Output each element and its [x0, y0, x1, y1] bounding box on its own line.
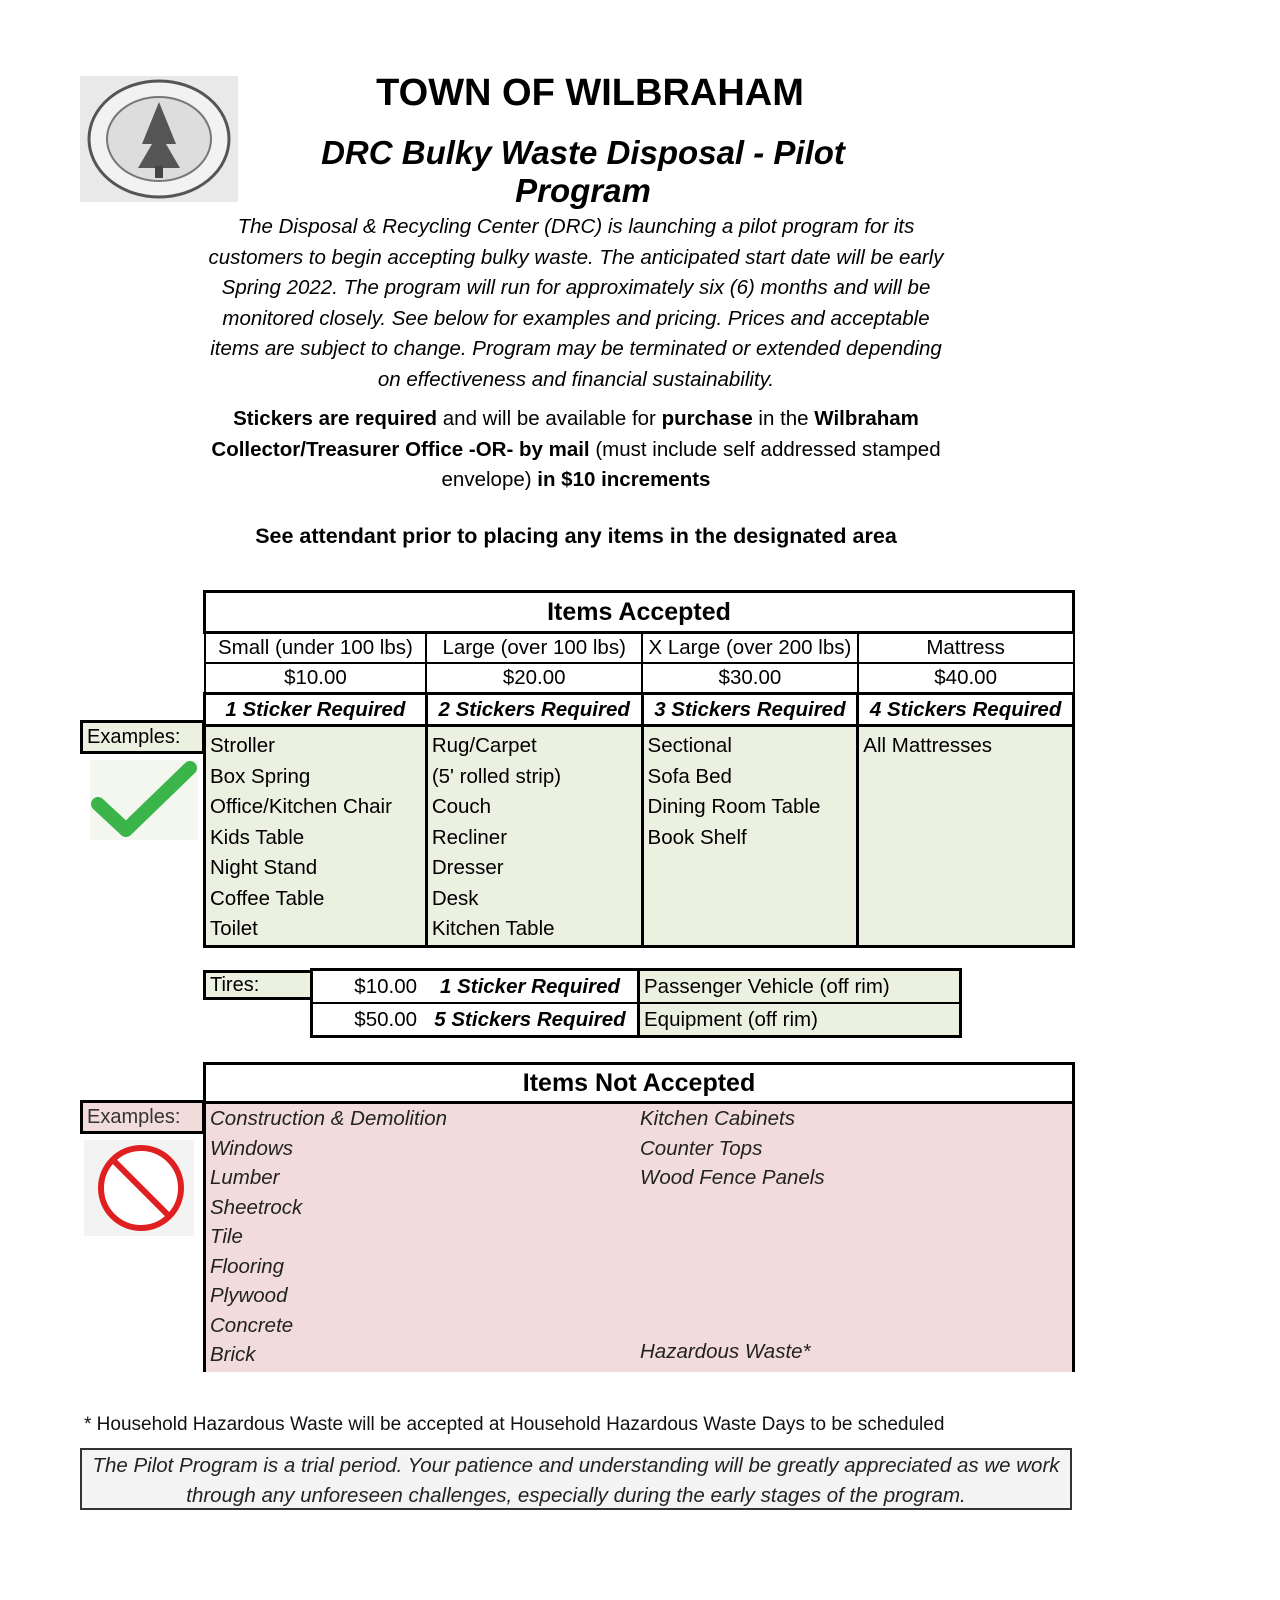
- list-item: Recliner: [431, 825, 508, 849]
- stickers-large: 2 Stickers Required: [426, 694, 642, 726]
- items-accepted-title: Items Accepted: [205, 592, 1074, 633]
- not-accepted-examples: [206, 1104, 1072, 1372]
- tire-stickers: 1 Sticker Required: [439, 974, 620, 998]
- examples-xlarge: [642, 726, 858, 947]
- tires-label: Tires:: [203, 970, 313, 1000]
- list-item: Night Stand: [210, 856, 318, 879]
- list-item: Wood Fence Panels: [640, 1166, 825, 1189]
- list-item: Couch: [431, 795, 492, 818]
- list-item: Dining Room Table: [647, 795, 821, 818]
- stickers-paragraph: [206, 404, 946, 496]
- tire-price: $10.00: [354, 974, 417, 998]
- pilot-program-note: The Pilot Program is a trial period. Your patience and understanding will be greatly appreciated as we work through any unforeseen challenges, especially during the early stages of the program.: [80, 1448, 1072, 1510]
- list-item: Sectional: [647, 734, 732, 757]
- price-mattress: $40.00: [858, 663, 1074, 694]
- price-small: $10.00: [205, 663, 427, 694]
- size-xlarge: X Large (over 200 lbs): [642, 633, 858, 664]
- list-item: Plywood: [210, 1284, 288, 1307]
- list-item: Dresser: [431, 856, 504, 879]
- list-item: Coffee Table: [210, 886, 325, 910]
- list-item: Construction & Demolition: [210, 1107, 447, 1130]
- stickers-text-bold: Wilbraham Collector/Treasurer Office -OR- by mail: [211, 407, 919, 461]
- list-item: (5' rolled strip): [431, 764, 562, 788]
- list-item: Book Shelf: [647, 825, 747, 849]
- list-item: Kids Table: [210, 825, 305, 849]
- tires-table: [310, 968, 962, 1038]
- stickers-text-bold: in $10 increments: [537, 468, 711, 491]
- items-accepted-table: [203, 590, 1075, 948]
- size-large: Large (over 100 lbs): [426, 633, 642, 664]
- tire-price: $50.00: [354, 1007, 417, 1031]
- list-item: Rug/Carpet: [431, 734, 537, 757]
- list-item: Stroller: [210, 734, 275, 757]
- examples-mattress: [858, 726, 1074, 947]
- tire-type: Equipment (off rim): [637, 1004, 959, 1035]
- not-accepted-examples-label: Examples:: [80, 1100, 205, 1134]
- list-item: Kitchen Table: [431, 917, 555, 940]
- list-item: Box Spring: [210, 764, 311, 788]
- stickers-small: 1 Sticker Required: [205, 694, 427, 726]
- list-item: Flooring: [210, 1254, 285, 1278]
- table-row: [313, 971, 959, 1002]
- size-mattress: Mattress: [858, 633, 1074, 664]
- accepted-examples-label: Examples:: [80, 720, 205, 754]
- stickers-text-bold: Stickers are required: [233, 407, 438, 430]
- list-item: Kitchen Cabinets: [640, 1107, 795, 1130]
- checkmark-icon: [90, 760, 198, 840]
- stickers-mattress: 4 Stickers Required: [858, 694, 1074, 726]
- size-small: Small (under 100 lbs): [205, 633, 427, 664]
- list-item: Concrete: [210, 1313, 294, 1337]
- list-item: Office/Kitchen Chair: [210, 795, 392, 818]
- list-item: Counter Tops: [640, 1136, 763, 1160]
- price-large: $20.00: [426, 663, 642, 694]
- tire-type: Passenger Vehicle (off rim): [637, 971, 959, 1002]
- page-subtitle: DRC Bulky Waste Disposal - Pilot Program: [321, 134, 845, 209]
- list-item: Sheetrock: [210, 1195, 303, 1219]
- stickers-xlarge: 3 Stickers Required: [642, 694, 858, 726]
- examples-large: [426, 726, 642, 947]
- list-item: Windows: [210, 1136, 293, 1160]
- items-not-accepted-table: [203, 1062, 1075, 1372]
- list-item: Tile: [210, 1225, 243, 1248]
- list-item: All Mattresses: [863, 734, 992, 757]
- page-title: TOWN OF WILBRAHAM: [376, 72, 804, 114]
- stickers-text: in the: [752, 407, 815, 430]
- stickers-text: and will be available for: [437, 407, 662, 430]
- stickers-text: (must include self addressed stamped envelope): [441, 437, 941, 491]
- intro-paragraph: The Disposal & Recycling Center (DRC) is launching a pilot program for its customers to begin accepting bulky waste. The anticipated start date will be early Spring 2022. The program will run for approximately six (6) months and will be monitored closely. See below for examples and pricing. Prices and acceptable items are subject to change. Program may be terminated or extended depending on effectiveness and financial sustainability.: [208, 215, 944, 391]
- table-row: [313, 1002, 959, 1035]
- tire-stickers: 5 Stickers Required: [434, 1007, 626, 1031]
- examples-small: [205, 726, 427, 947]
- prohibited-icon: [84, 1140, 194, 1236]
- attendant-notice: See attendant prior to placing any items in the designated area: [255, 524, 897, 548]
- hazardous-waste-item: Hazardous Waste*: [640, 1340, 811, 1363]
- list-item: Desk: [431, 886, 479, 910]
- not-accepted-col2: [640, 1104, 825, 1193]
- list-item: Sofa Bed: [647, 764, 732, 788]
- items-not-accepted-title: Items Not Accepted: [206, 1065, 1072, 1104]
- list-item: Brick: [210, 1343, 256, 1366]
- list-item: Lumber: [210, 1166, 280, 1189]
- price-xlarge: $30.00: [642, 663, 858, 694]
- list-item: Toilet: [210, 917, 258, 940]
- stickers-text-bold: purchase: [661, 407, 753, 430]
- not-accepted-col1: [210, 1104, 447, 1370]
- hazardous-footnote: * Household Hazardous Waste will be accepted at Household Hazardous Waste Days to be scheduled: [84, 1414, 945, 1435]
